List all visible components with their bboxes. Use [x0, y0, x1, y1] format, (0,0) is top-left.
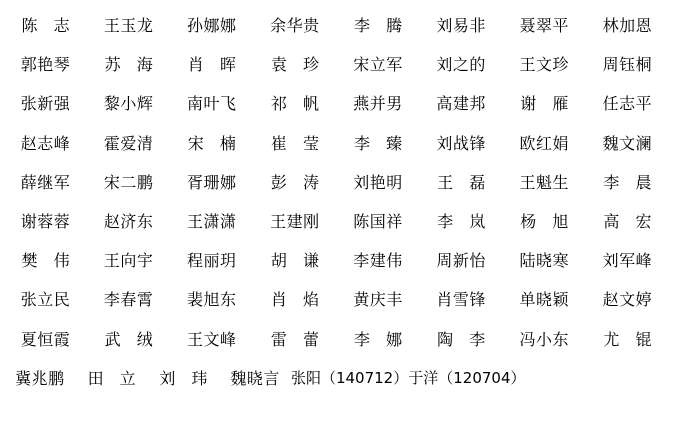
name-char: 李 — [437, 211, 454, 231]
name-char: 武 — [104, 329, 121, 349]
name-char: 雁 — [552, 94, 569, 114]
name-cell: 霍爱清 — [103, 133, 154, 153]
name-cell: 宋二鹏 — [103, 172, 154, 192]
name-row — [4, 45, 669, 84]
name-char: 雷 — [270, 329, 287, 349]
name-cell — [253, 330, 336, 349]
name-cell: 黎小辉 — [103, 94, 154, 114]
name-cell — [253, 173, 336, 192]
name-cell — [76, 369, 148, 388]
name-cell: 于洋（120704） — [408, 369, 526, 388]
name-cell: 王向宇 — [103, 251, 154, 271]
name-char: 海 — [136, 55, 153, 75]
name-char: 宋 — [187, 133, 204, 153]
name-row — [4, 359, 669, 398]
name-cell — [253, 55, 336, 74]
name-row — [4, 84, 669, 123]
name-cell: 刘易非 — [436, 16, 486, 35]
name-char: 志 — [53, 16, 70, 35]
name-cell: 陈国祥 — [353, 211, 403, 231]
name-char: 磊 — [469, 172, 486, 192]
name-cell — [503, 94, 586, 113]
name-cell: 夏恒霞 — [20, 329, 71, 349]
name-char: 樊 — [21, 251, 38, 271]
name-char: 李 — [354, 133, 371, 153]
name-cell — [4, 16, 87, 35]
name-char: 旭 — [552, 211, 569, 231]
name-char: 涛 — [302, 172, 319, 192]
name-cell: 魏晓言 — [230, 368, 280, 388]
name-char: 谦 — [302, 251, 319, 271]
name-char: 楠 — [219, 133, 236, 153]
name-char: 尤 — [603, 329, 620, 349]
name-cell — [87, 330, 170, 349]
name-row — [4, 163, 669, 202]
name-char: 袁 — [270, 55, 287, 75]
name-cell: 裴旭东 — [187, 290, 237, 310]
name-cell: 王文峰 — [187, 329, 237, 349]
name-cell: 周钰桐 — [602, 55, 653, 75]
name-cell: 刘艳明 — [353, 172, 403, 192]
name-char: 杨 — [520, 211, 537, 231]
name-char: 绒 — [136, 329, 153, 349]
name-cell: 李建伟 — [353, 251, 403, 271]
name-cell — [337, 16, 420, 35]
name-row — [4, 202, 669, 241]
name-cell — [147, 369, 219, 388]
name-char: 腾 — [386, 16, 403, 35]
name-char: 苏 — [104, 55, 121, 75]
name-cell — [253, 290, 336, 309]
name-char: 珍 — [302, 55, 319, 75]
name-cell — [586, 173, 669, 192]
name-cell: 孙娜娜 — [187, 16, 237, 35]
name-char: 宏 — [635, 211, 652, 231]
name-cell: 胥珊娜 — [187, 172, 237, 192]
name-cell: 聂翠平 — [519, 16, 570, 35]
name-cell — [253, 94, 336, 113]
name-cell — [337, 330, 420, 349]
name-cell: 赵志峰 — [20, 133, 71, 153]
name-char: 娜 — [386, 329, 403, 349]
name-char: 蕾 — [302, 329, 319, 349]
name-char: 谢 — [520, 94, 537, 114]
name-char: 肖 — [187, 55, 204, 75]
name-cell — [253, 251, 336, 270]
name-cell: 程丽玥 — [187, 251, 237, 271]
name-cell: 赵文婷 — [602, 290, 653, 310]
name-cell: 任志平 — [602, 94, 653, 114]
name-cell: 宋立军 — [353, 55, 403, 75]
name-char: 刘 — [159, 368, 176, 388]
name-cell: 王文珍 — [519, 55, 570, 75]
name-char: 祁 — [270, 94, 287, 114]
name-char: 晖 — [219, 55, 236, 75]
name-cell: 李春霄 — [103, 290, 154, 310]
name-cell: 欧红娟 — [519, 133, 570, 153]
name-row — [4, 320, 669, 359]
name-cell: 燕并男 — [353, 94, 403, 114]
name-char: 肖 — [270, 290, 287, 310]
name-char: 莹 — [302, 133, 319, 153]
name-cell: 南叶飞 — [187, 94, 237, 114]
name-row — [4, 124, 669, 163]
name-char: 陶 — [437, 329, 454, 349]
name-cell — [420, 330, 503, 349]
name-char: 焰 — [302, 290, 319, 310]
name-char: 李 — [354, 16, 371, 35]
name-cell: 高建邦 — [436, 94, 486, 114]
name-char: 岚 — [469, 211, 486, 231]
name-cell — [503, 212, 586, 231]
name-cell: 单晓颖 — [519, 290, 570, 310]
name-cell: 余华贵 — [270, 16, 320, 35]
name-cell: 王玉龙 — [103, 16, 154, 35]
name-char: 臻 — [386, 133, 403, 153]
name-cell: 薛继军 — [20, 172, 71, 192]
name-cell — [170, 134, 253, 153]
name-cell — [170, 55, 253, 74]
name-cell — [4, 251, 87, 270]
name-cell — [586, 330, 669, 349]
name-char: 立 — [119, 368, 136, 388]
name-char: 李 — [469, 329, 486, 349]
name-char: 李 — [354, 329, 371, 349]
name-cell — [586, 212, 669, 231]
name-cell — [337, 134, 420, 153]
name-cell: 王潇潇 — [187, 211, 237, 231]
name-cell: 刘战锋 — [436, 133, 486, 153]
name-cell: 王魁生 — [519, 172, 570, 192]
name-cell: 林加恩 — [602, 16, 653, 35]
name-cell: 刘军峰 — [602, 251, 653, 271]
name-cell — [420, 212, 503, 231]
name-char: 伟 — [53, 251, 70, 271]
name-cell: 魏文澜 — [602, 133, 653, 153]
name-cell: 周新怡 — [436, 251, 486, 271]
name-cell: 陆晓寒 — [519, 251, 570, 271]
name-cell — [420, 173, 503, 192]
name-char: 彭 — [270, 172, 287, 192]
name-cell: 郭艳琴 — [20, 55, 71, 75]
name-cell: 黄庆丰 — [353, 290, 403, 310]
name-cell: 谢蓉蓉 — [20, 211, 71, 231]
name-char: 李 — [603, 172, 620, 192]
name-char: 帆 — [302, 94, 319, 114]
name-char: 陈 — [21, 16, 38, 35]
name-cell: 赵济东 — [103, 211, 154, 231]
name-char: 玮 — [191, 368, 208, 388]
name-char: 田 — [87, 368, 104, 388]
name-char: 胡 — [270, 251, 287, 271]
name-cell: 张新强 — [20, 94, 71, 114]
name-char: 高 — [603, 211, 620, 231]
name-cell — [87, 55, 170, 74]
name-char: 王 — [437, 172, 454, 192]
name-char: 崔 — [270, 133, 287, 153]
name-row — [4, 6, 669, 45]
name-row — [4, 241, 669, 280]
name-cell: 冀兆鹏 — [15, 368, 65, 388]
name-cell — [253, 134, 336, 153]
name-cell: 肖雪锋 — [436, 290, 486, 310]
name-char: 晨 — [635, 172, 652, 192]
name-cell: 张阳（140712） — [290, 369, 409, 388]
name-char: 锟 — [635, 329, 652, 349]
name-cell: 冯小东 — [519, 329, 570, 349]
name-cell: 王建刚 — [270, 211, 320, 231]
name-cell: 张立民 — [20, 290, 71, 310]
name-row — [4, 280, 669, 319]
name-cell: 刘之的 — [436, 55, 486, 75]
